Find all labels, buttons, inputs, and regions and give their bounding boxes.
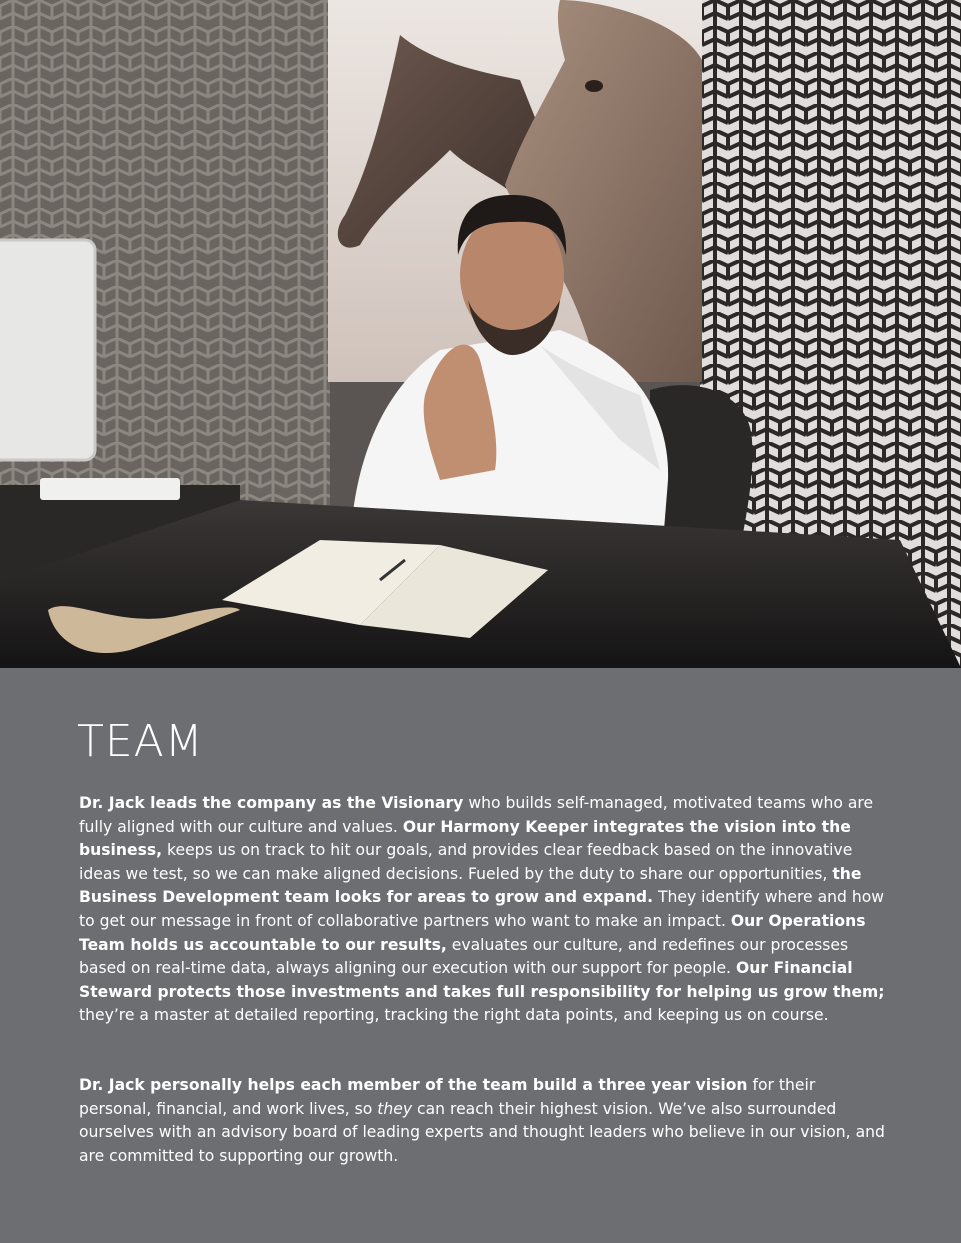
vision-paragraph xyxy=(79,1074,891,1168)
bold-phrase: Dr. Jack personally helps each member of the team build a three year vision xyxy=(79,1076,748,1094)
body-text: who builds self-managed, motivated teams who are fully aligned with our culture and values. xyxy=(79,794,874,836)
computer-monitor xyxy=(0,240,95,460)
bold-phrase: the Business Development team looks for areas to grow and expand. xyxy=(79,864,862,907)
body-text: evaluates our culture, and redefines our processes based on real-time data, always aligning our execution with our support for people. xyxy=(79,935,849,978)
body-text: They identify where and how to get our message in front of collaborative partners who want to make an impact. xyxy=(79,888,885,930)
bold-phrase: Our Operations Team holds us accountable to our results, xyxy=(79,911,866,954)
team-description-paragraph xyxy=(79,792,891,1028)
italic-word: they xyxy=(377,1099,413,1118)
body-text: can reach their highest vision. We’ve also surrounded ourselves with an advisory board of leading experts and thought leaders who believe in our vision, and are committed to supporting our growth. xyxy=(79,1099,885,1165)
bold-phrase: Dr. Jack leads the company as the Visionary xyxy=(79,794,464,812)
team-section xyxy=(0,668,961,1243)
body-text: keeps us on track to hit our goals, and provides clear feedback based on the innovative ideas we test, so we can make aligned decisions. Fueled by the duty to share our opportunities, xyxy=(79,841,853,883)
bold-phrase: Our Harmony Keeper integrates the vision into the business, xyxy=(79,817,851,860)
section-title: TEAM xyxy=(77,716,204,767)
body-text: for their personal, financial, and work lives, so xyxy=(79,1076,816,1118)
body-text: they’re a master at detailed reporting, tracking the right data points, and keeping us on course. xyxy=(79,1006,829,1025)
bold-phrase: Our Financial Steward protects those investments and takes full responsibility for helping us grow them; xyxy=(79,959,885,1001)
